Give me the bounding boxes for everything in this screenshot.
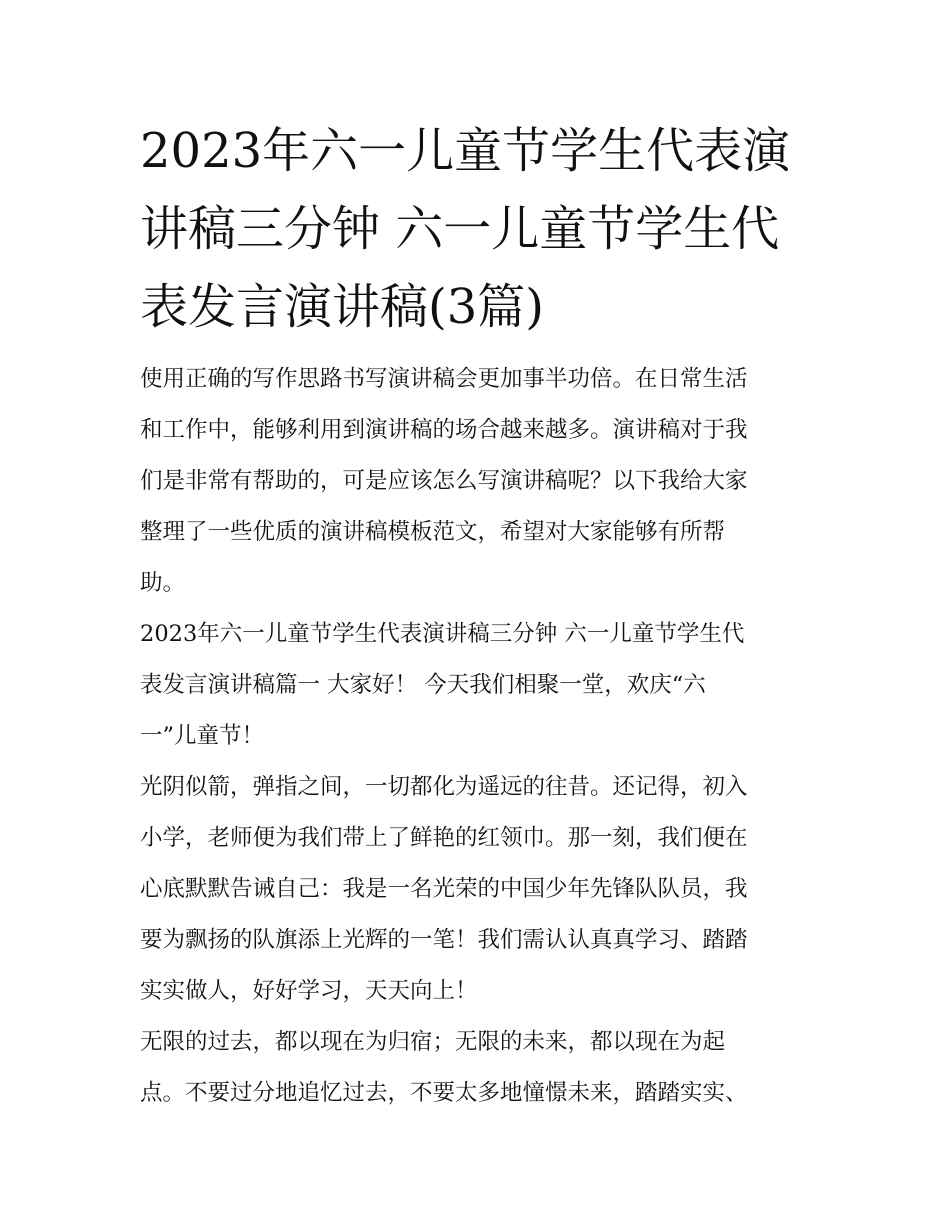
body-line: 小学，老师便为我们带上了鲜艳的红领巾。那一刻，我们便在 bbox=[140, 825, 748, 851]
body-line: 无限的过去，都以现在为归宿；无限的未来，都以现在为起 bbox=[140, 1029, 726, 1055]
body-line: 助。 bbox=[140, 570, 186, 596]
body-line: 和工作中，能够利用到演讲稿的场合越来越多。演讲稿对于我 bbox=[140, 417, 748, 443]
title-line-3: 表发言演讲稿(3篇) bbox=[140, 279, 544, 335]
body-line: 心底默默告诫自己：我是一名光荣的中国少年先锋队队员，我 bbox=[140, 876, 748, 902]
title-line-2: 讲稿三分钟 六一儿童节学生代 bbox=[140, 201, 780, 257]
body-line: 要为飘扬的队旗添上光辉的一笔！我们需认认真真学习、踏踏 bbox=[140, 927, 748, 953]
body-line: 2023年六一儿童节学生代表演讲稿三分钟 六一儿童节学生代 bbox=[140, 621, 745, 647]
body-line: 一”儿童节！ bbox=[140, 723, 265, 749]
body-line: 光阴似箭，弹指之间，一切都化为遥远的往昔。还记得，初入 bbox=[140, 774, 748, 800]
title-line-1: 2023年六一儿童节学生代表演 bbox=[140, 123, 791, 179]
body-line: 整理了一些优质的演讲稿模板范文，希望对大家能够有所帮 bbox=[140, 519, 726, 545]
body-line: 表发言演讲稿篇一 大家好！ 今天我们相聚一堂，欢庆“六 bbox=[140, 672, 706, 698]
document-body bbox=[140, 354, 820, 1119]
body-line: 点。不要过分地追忆过去，不要太多地憧憬未来，踏踏实实、 bbox=[140, 1080, 748, 1106]
body-line: 使用正确的写作思路书写演讲稿会更加事半功倍。在日常生活 bbox=[140, 366, 748, 392]
document-title bbox=[140, 112, 820, 346]
body-line: 实实做人，好好学习，天天向上！ bbox=[140, 978, 478, 1004]
body-line: 们是非常有帮助的，可是应该怎么写演讲稿呢？以下我给大家 bbox=[140, 468, 748, 494]
